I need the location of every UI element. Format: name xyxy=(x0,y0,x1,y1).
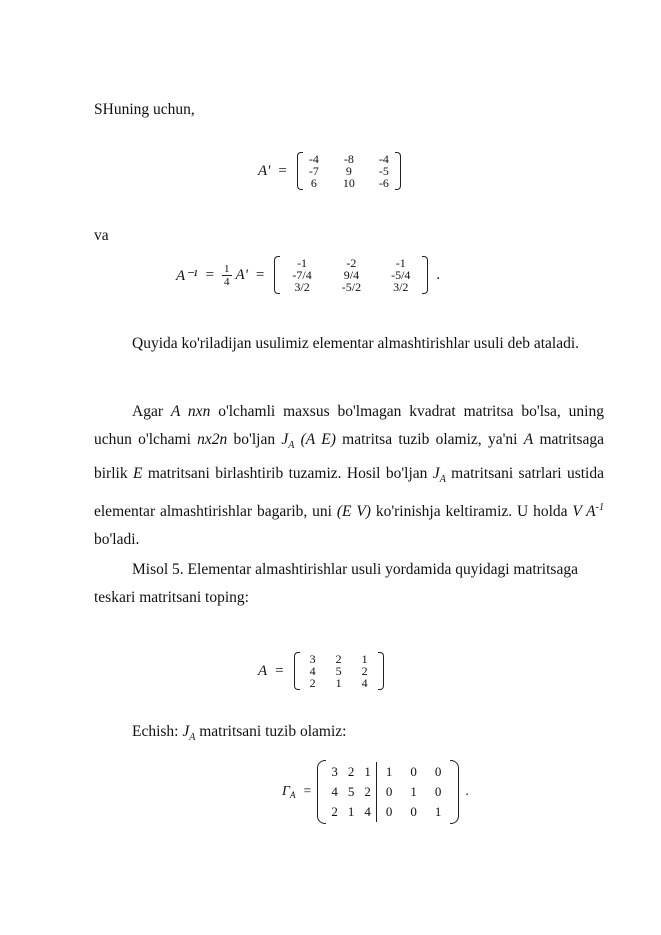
text-run: bo'ladi. xyxy=(94,531,140,549)
matrix-cell: 4 xyxy=(364,804,371,819)
eq1-matrix xyxy=(303,153,395,189)
text-run: o'lchamli maxsus bo'lmagan kvadrat matritsa bo'lsa, uning uchun o'lchami xyxy=(94,403,604,448)
matrix-cell: 2 xyxy=(361,664,368,678)
matrix-cell: 4 xyxy=(361,676,368,690)
symbol-nxn: nxn xyxy=(180,403,211,420)
matrix-cell: 0 xyxy=(410,764,417,779)
matrix-cell: -7 xyxy=(308,164,319,178)
matrix-cell: 1 xyxy=(364,764,371,779)
symbol-EV: (E V) xyxy=(336,503,371,521)
matrix-cell: 0 xyxy=(434,784,442,799)
matrix-cell: -5/2 xyxy=(341,280,362,294)
equation-matrix-A xyxy=(258,652,384,690)
text-run: matritsani tuzib olamiz: xyxy=(195,723,347,740)
text-run: matritsani birlashtirib tuzamiz. Hosil bo'ljan xyxy=(142,465,433,483)
matrix-cell: -2 xyxy=(346,256,357,270)
paragraph-solution xyxy=(94,718,604,752)
matrix-cell: -5 xyxy=(378,164,389,178)
eq3-matrix xyxy=(300,653,378,689)
text-run: matritsani satrlari ustida elementar almashtirishlar bagarib, uni xyxy=(94,465,604,521)
matrix-cell: 2 xyxy=(309,676,316,690)
symbol-A: A xyxy=(170,403,181,420)
symbol-nx2n: nx2n xyxy=(197,431,228,448)
matrix-cell: 4 xyxy=(309,664,316,678)
eq4-lhs-subscript: A xyxy=(289,790,296,800)
matrix-cell: -8 xyxy=(343,152,354,166)
matrix-cell: 3 xyxy=(309,652,316,666)
eq2-matrix xyxy=(280,257,422,293)
text-run: Agar xyxy=(132,403,171,420)
symbol-J: J xyxy=(432,465,440,483)
conjunction-va: va xyxy=(94,227,109,244)
eq2-fraction xyxy=(222,263,232,288)
subscript-A: A xyxy=(439,474,446,486)
text-run: bo'ljan xyxy=(227,431,282,448)
matrix-cell: 3/2 xyxy=(294,280,310,294)
subscript-A: A xyxy=(288,440,295,452)
eq4-equals: = xyxy=(303,784,312,799)
text-run: Echish: xyxy=(132,723,183,740)
matrix-cell: 0 xyxy=(410,804,417,819)
eq2-equals-2: = xyxy=(255,266,265,283)
text-run: matritsa tuzib olamiz, ya'ni xyxy=(335,431,524,448)
symbol-J: J xyxy=(281,431,289,448)
equation-adjugate xyxy=(258,152,401,190)
matrix-cell: -1 xyxy=(297,256,308,270)
matrix-cell: 1 xyxy=(410,784,417,799)
matrix-cell: 1 xyxy=(434,804,442,819)
equation-augmented-matrix xyxy=(282,760,469,824)
symbol-J: J xyxy=(182,723,190,740)
paragraph-method-description xyxy=(94,398,604,554)
symbol-E: E xyxy=(132,465,143,483)
matrix-cell: 9 xyxy=(345,164,352,178)
matrix-cell: 1 xyxy=(361,652,368,666)
matrix-cell: -5/4 xyxy=(391,268,411,282)
eq2-equals-1: = xyxy=(205,266,215,283)
superscript-minus-one: -1 xyxy=(595,502,604,514)
eq1-right-bracket xyxy=(395,152,401,190)
eq2-lhs2: A' xyxy=(235,266,248,283)
fraction-numerator: 1 xyxy=(224,262,230,275)
matrix-cell: 4 xyxy=(331,784,338,799)
matrix-cell: 1 xyxy=(347,804,355,819)
eq4-period: . xyxy=(465,784,469,799)
matrix-cell: 6 xyxy=(310,176,317,190)
matrix-cell: -4 xyxy=(308,152,319,166)
matrix-cell: 5 xyxy=(335,664,342,678)
symbol-V-A: V A xyxy=(572,503,596,521)
matrix-cell: -7/4 xyxy=(292,268,312,282)
symbol-AE: (A E) xyxy=(294,431,336,448)
eq3-lhs: A xyxy=(258,662,268,679)
matrix-cell: 9/4 xyxy=(343,268,360,282)
eq4-right-paren xyxy=(450,760,459,824)
matrix-cell: 5 xyxy=(347,784,355,799)
paragraph-method-name: Quyida ko'riladijan usulimiz elementar almashtirishlar usuli deb ataladi. xyxy=(132,335,580,352)
eq3-right-bracket xyxy=(378,652,384,690)
eq2-lhs: A⁻¹ xyxy=(176,267,198,284)
matrix-cell: 2 xyxy=(335,652,342,666)
matrix-cell: 10 xyxy=(342,176,355,190)
matrix-cell: 1 xyxy=(335,676,342,690)
eq2-right-bracket xyxy=(422,256,428,294)
matrix-cell: 2 xyxy=(347,764,355,779)
matrix-cell: 0 xyxy=(434,764,442,779)
text-run: ko'rinishja keltiramiz. U holda xyxy=(370,503,573,521)
text-run: matritsaga birlik xyxy=(94,431,604,483)
subscript-A: A xyxy=(189,732,196,744)
eq2-period: . xyxy=(436,266,441,283)
symbol-A: A xyxy=(523,431,534,448)
eq4-lhs: Γ xyxy=(282,784,290,799)
eq1-lhs: A' xyxy=(258,162,271,179)
matrix-cell: 1 xyxy=(376,762,401,782)
matrix-cell: 3 xyxy=(331,764,338,779)
matrix-cell: 2 xyxy=(331,804,338,819)
eq3-equals: = xyxy=(275,662,284,679)
matrix-cell: -4 xyxy=(378,152,389,166)
paragraph-example-5: Misol 5. Elementar almashtirishlar usuli yordamida quyidagi matritsaga teskari matritsani toping: xyxy=(94,561,578,606)
matrix-cell: 0 xyxy=(376,802,401,822)
matrix-cell: 2 xyxy=(364,784,371,799)
intro-line: SHuning uchun, xyxy=(94,101,195,118)
fraction-denominator: 4 xyxy=(224,275,230,288)
matrix-cell: -6 xyxy=(378,176,389,190)
matrix-cell: 3/2 xyxy=(393,280,409,294)
eq4-left-paren xyxy=(317,760,326,824)
eq1-equals: = xyxy=(278,162,287,179)
eq4-matrix xyxy=(326,762,450,822)
matrix-cell: 0 xyxy=(376,782,401,802)
equation-inverse xyxy=(176,256,440,294)
matrix-cell: -1 xyxy=(395,256,406,270)
